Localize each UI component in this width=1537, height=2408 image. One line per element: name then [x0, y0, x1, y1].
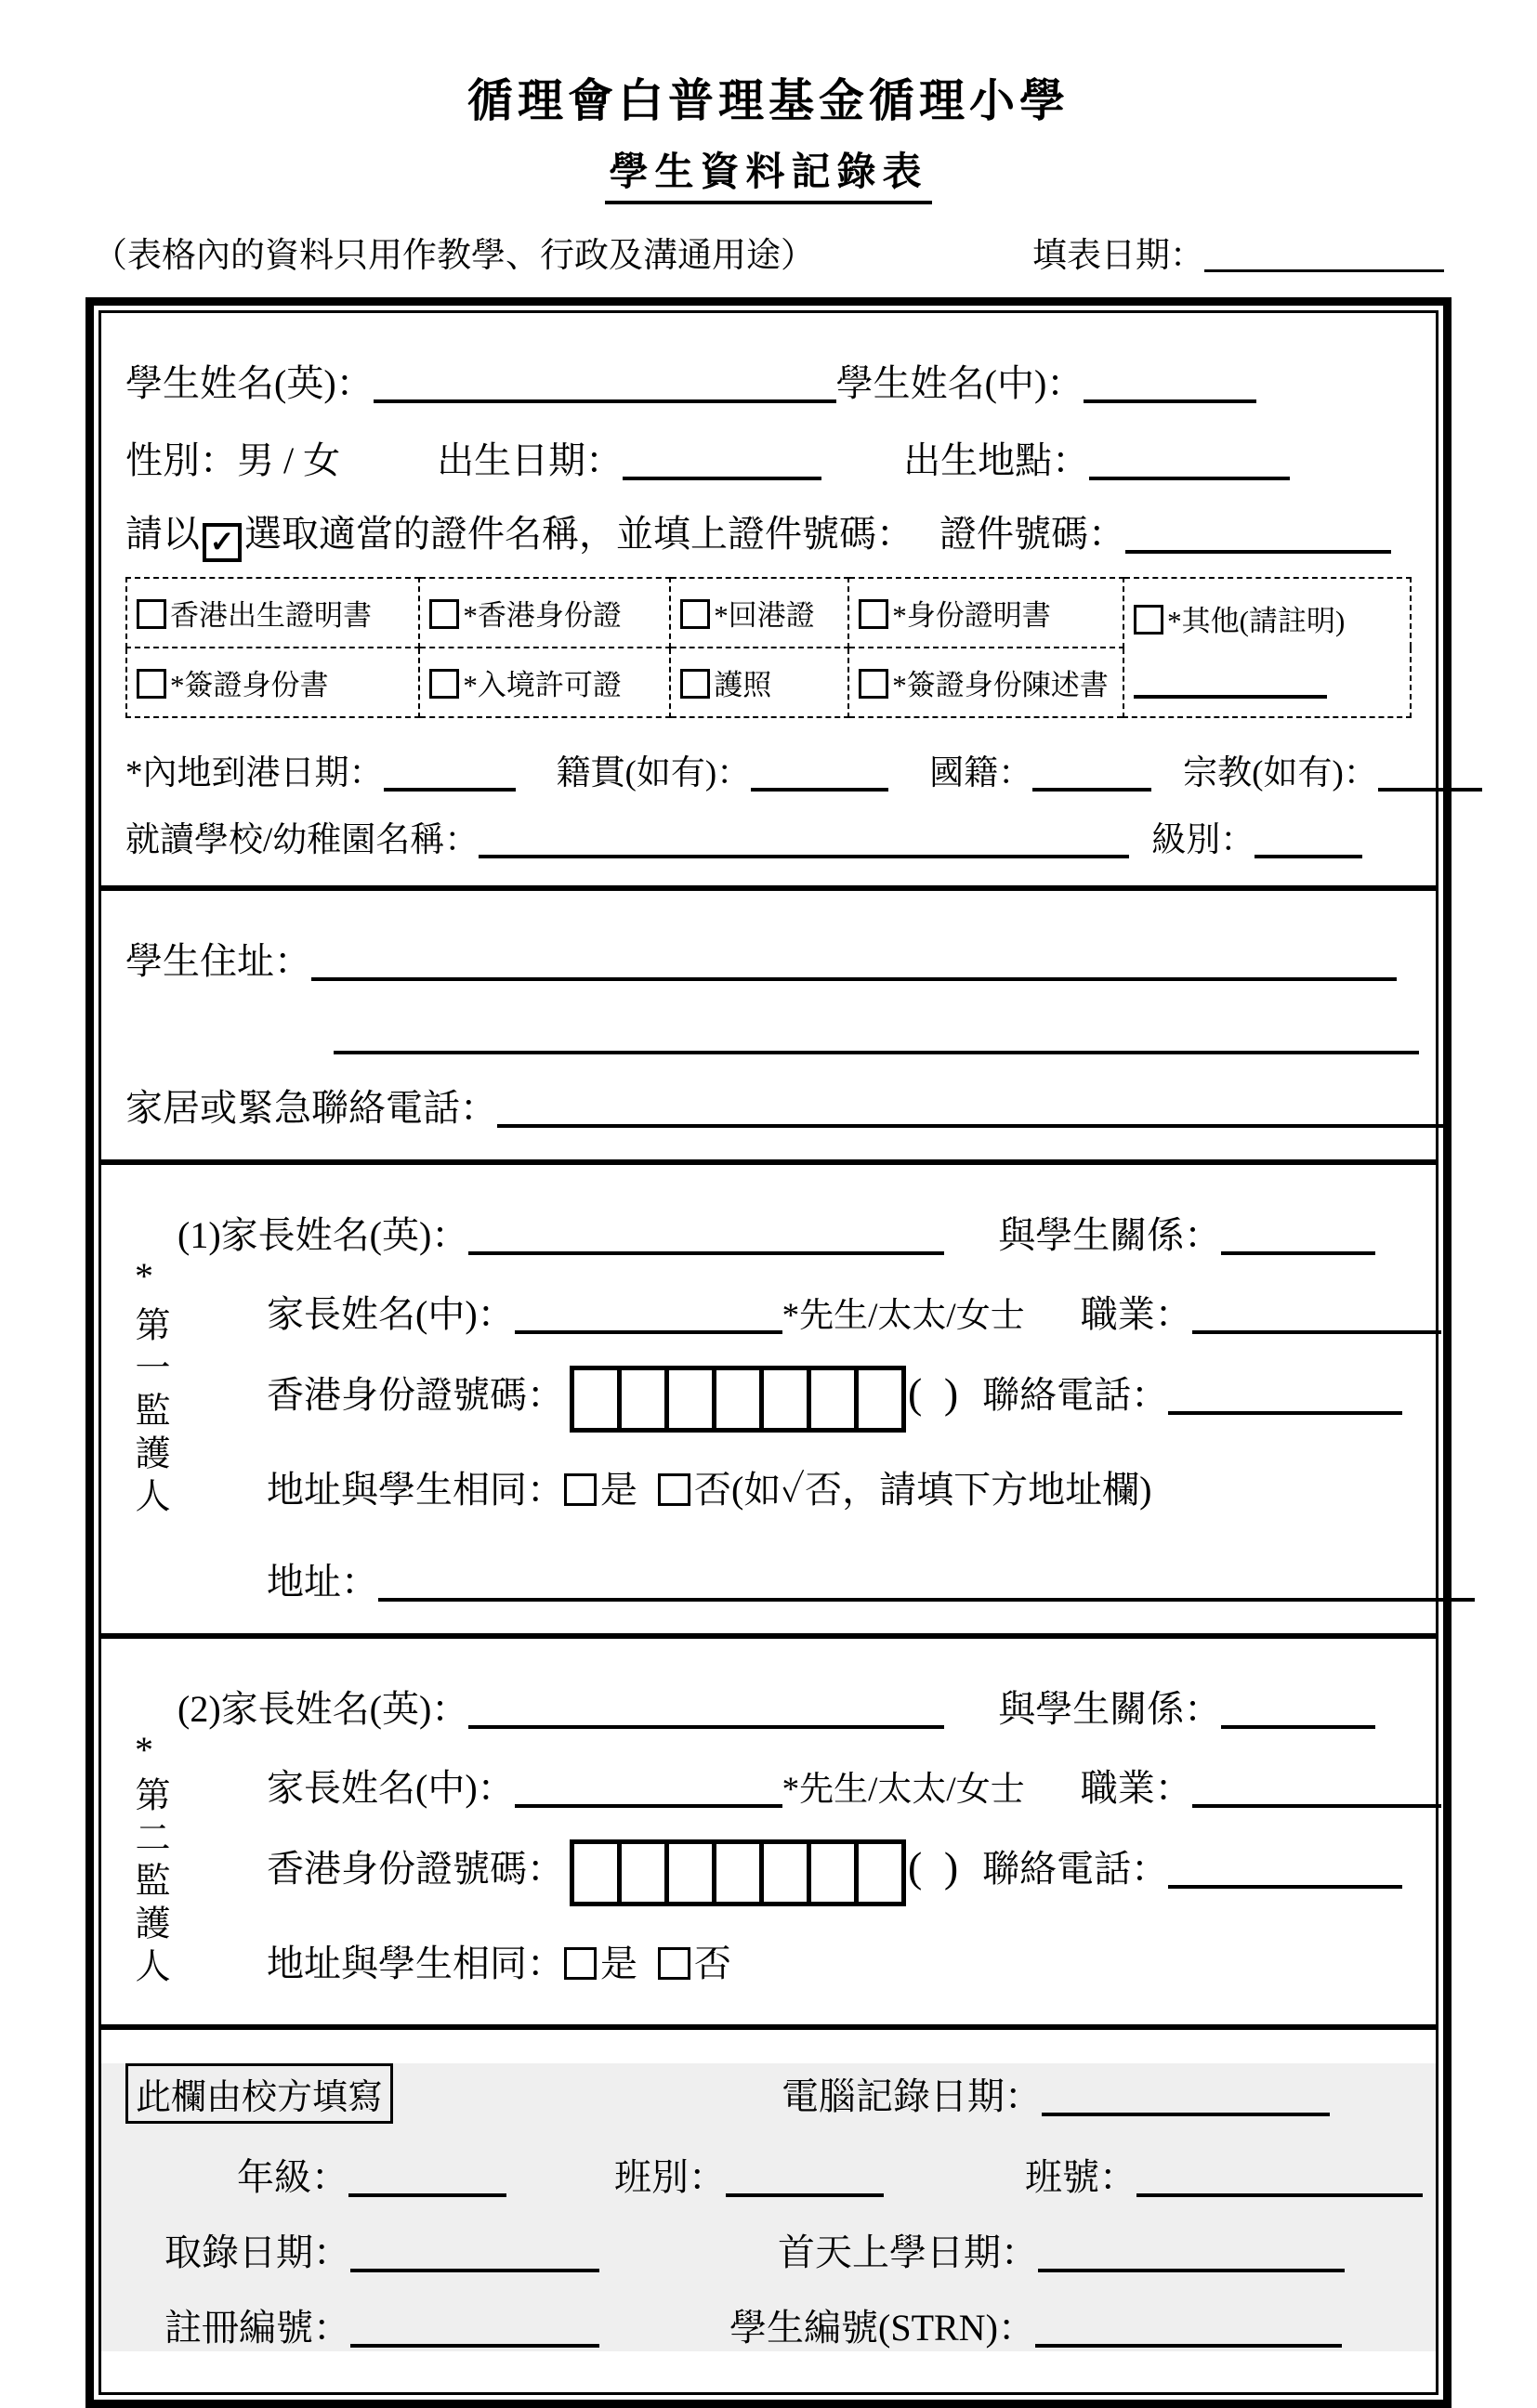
- checkbox-icon[interactable]: [658, 1947, 690, 1980]
- checkbox-icon[interactable]: [680, 669, 710, 699]
- doc-option-passport: [670, 648, 848, 717]
- guardian1-title-options: *先生/太太/女士: [782, 1297, 1025, 1335]
- doc-option-label: *簽證身份書: [170, 669, 329, 701]
- doc-option-doc-of-identity: [848, 578, 1123, 648]
- guardian2-checkdigit-paren: ( ): [908, 1843, 965, 1891]
- checkbox-icon[interactable]: [137, 669, 166, 699]
- checkbox-icon[interactable]: [658, 1473, 690, 1506]
- guardian2-phone-label: 聯絡電話：: [982, 1848, 1169, 1890]
- computer-date-label: 電腦記錄日期：: [782, 2075, 1043, 2117]
- section-guardian-2: [101, 1680, 1436, 2030]
- guardian2-hkid-boxes[interactable]: [570, 1839, 906, 1906]
- birthplace-blank[interactable]: [1089, 449, 1290, 480]
- id-number-blank[interactable]: [1125, 522, 1391, 554]
- doc-option-label: *香港身份證: [463, 599, 622, 632]
- checkbox-icon[interactable]: [429, 599, 459, 629]
- fill-date-field: [1032, 227, 1444, 277]
- guardian1-no-label: 否(如✓否，請填下方地址欄): [694, 1469, 1152, 1511]
- grade-label: 年級：: [237, 2156, 348, 2198]
- guardian2-yes-label: 是: [600, 1943, 637, 1984]
- strn-blank[interactable]: [1035, 2316, 1342, 2348]
- sex-label: 性別：男 / 女: [125, 439, 341, 481]
- dob-label: 出生日期：: [437, 439, 624, 481]
- doc-option-label: *入境許可證: [463, 669, 622, 701]
- doc-option-hkid: [419, 578, 670, 648]
- guardian2-name-en-blank[interactable]: [468, 1697, 944, 1729]
- reg-no-blank[interactable]: [350, 2316, 599, 2348]
- religion-blank[interactable]: [1378, 760, 1482, 792]
- doc-option-other: [1123, 578, 1411, 717]
- reg-no-label: 註冊編號：: [164, 2307, 350, 2349]
- checkbox-icon[interactable]: [564, 1473, 597, 1506]
- dob-blank[interactable]: [623, 449, 821, 480]
- guardian2-side-label: 第二監護人: [129, 1776, 168, 1990]
- doc-option-label: *回港證: [714, 599, 815, 632]
- guardian2-title-options: *先生/太太/女士: [782, 1771, 1025, 1809]
- student-name-en-blank[interactable]: [374, 372, 836, 403]
- guardian2-no-label: 否: [694, 1943, 731, 1984]
- school-name: 循理會白普理基金循理小學: [466, 75, 1070, 126]
- strn-label: 學生編號(STRN)：: [729, 2307, 1035, 2349]
- origin-label: 籍貫(如有)：: [556, 754, 752, 792]
- id-pick-prefix: 請以: [125, 513, 200, 555]
- guardian2-occupation-blank[interactable]: [1192, 1776, 1441, 1808]
- class-no-label: 班號：: [1025, 2156, 1136, 2198]
- computer-date-blank[interactable]: [1042, 2085, 1330, 2116]
- fill-date-blank[interactable]: [1204, 242, 1444, 272]
- checkbox-icon[interactable]: [859, 599, 888, 629]
- form-inner-border: [99, 310, 1438, 2395]
- guardian2-occupation-label: 職業：: [1080, 1767, 1192, 1809]
- guardian2-name-zh-label: 家長姓名(中)：: [267, 1767, 515, 1809]
- guardian2-asterisk: *: [135, 1729, 153, 1771]
- emergency-phone-blank[interactable]: [497, 1096, 1443, 1128]
- guardian1-relation-label: 與學生關係：: [998, 1214, 1222, 1256]
- religion-label: 宗教(如有)：: [1183, 754, 1378, 792]
- id-number-label: 證件號碼：: [939, 513, 1125, 555]
- guardian1-hkid-boxes[interactable]: [570, 1366, 906, 1433]
- guardian1-hkid-label: 香港身份證號碼：: [267, 1374, 564, 1416]
- guardian1-name-zh-label: 家長姓名(中)：: [267, 1293, 515, 1335]
- level-blank[interactable]: [1255, 827, 1362, 858]
- guardian1-occupation-label: 職業：: [1080, 1293, 1192, 1335]
- class-no-blank[interactable]: [1136, 2166, 1423, 2197]
- guardian1-address-label: 地址：: [267, 1561, 378, 1603]
- prev-school-label: 就讀學校/幼稚園名稱：: [125, 821, 479, 859]
- first-day-label: 首天上學日期：: [778, 2231, 1038, 2273]
- section-student-info: [101, 354, 1436, 891]
- guardian1-occupation-blank[interactable]: [1192, 1302, 1441, 1334]
- doc-option-birth-cert: [126, 578, 419, 648]
- guardian2-relation-blank[interactable]: [1221, 1697, 1375, 1729]
- grade-blank[interactable]: [348, 2166, 506, 2197]
- home-address-label: 學生住址：: [125, 940, 311, 982]
- prev-school-blank[interactable]: [479, 827, 1129, 858]
- nationality-blank[interactable]: [1032, 760, 1151, 792]
- guardian2-name-zh-blank[interactable]: [515, 1776, 782, 1808]
- form-title: 學生資料記錄表: [0, 141, 1537, 204]
- origin-blank[interactable]: [751, 760, 888, 792]
- guardian1-name-zh-blank[interactable]: [515, 1302, 782, 1334]
- guardian1-address-blank[interactable]: [378, 1570, 1475, 1602]
- guardian1-name-en-blank[interactable]: [468, 1224, 944, 1255]
- doc-option-label: *身份證明書: [892, 599, 1051, 632]
- checkbox-icon[interactable]: [680, 599, 710, 629]
- guardian1-phone-label: 聯絡電話：: [982, 1374, 1169, 1416]
- checkbox-icon[interactable]: [1134, 605, 1163, 635]
- guardian1-asterisk: *: [135, 1255, 153, 1297]
- class-label: 班別：: [614, 2156, 726, 2198]
- id-document-table: [125, 577, 1412, 718]
- arrival-date-blank[interactable]: [384, 760, 516, 792]
- guardian1-same-address-label: 地址與學生相同：: [267, 1469, 564, 1511]
- doc-option-label: 香港出生證明書: [170, 599, 372, 632]
- guardian2-hkid-label: 香港身份證號碼：: [267, 1848, 564, 1890]
- guardian1-relation-blank[interactable]: [1221, 1224, 1375, 1255]
- guardian1-checkdigit-paren: ( ): [908, 1369, 965, 1417]
- class-blank[interactable]: [726, 2166, 884, 2197]
- usage-note-row: [93, 227, 1444, 277]
- arrival-date-label: *內地到港日期：: [125, 754, 384, 792]
- other-doc-blank[interactable]: [1134, 667, 1327, 699]
- fill-date-label: 填表日期：: [1032, 237, 1204, 275]
- student-name-zh-label: 學生姓名(中)：: [835, 362, 1084, 404]
- doc-option-label: *簽證身份陳述書: [892, 669, 1109, 701]
- home-address-blank-1[interactable]: [311, 949, 1397, 981]
- checkbox-icon[interactable]: [429, 669, 459, 699]
- emergency-phone-label: 家居或緊急聯絡電話：: [125, 1087, 497, 1129]
- guardian2-name-en-label: (2)家長姓名(英)：: [177, 1688, 469, 1730]
- student-name-en-label: 學生姓名(英)：: [125, 362, 374, 404]
- guardian1-yes-label: 是: [600, 1469, 637, 1511]
- section-address: [101, 932, 1436, 1165]
- doc-option-entry-permit: [419, 648, 670, 717]
- student-name-zh-blank[interactable]: [1084, 372, 1256, 403]
- guardian1-name-en-label: (1)家長姓名(英)：: [177, 1214, 469, 1256]
- checkbox-icon[interactable]: [859, 669, 888, 699]
- id-pick-suffix: 選取適當的證件名稱，並填上證件號碼：: [244, 513, 913, 555]
- guardian1-side-label: 第一監護人: [129, 1306, 168, 1520]
- guardian2-phone-blank[interactable]: [1168, 1857, 1402, 1889]
- first-day-blank[interactable]: [1038, 2241, 1345, 2272]
- home-address-blank-2[interactable]: [334, 1023, 1419, 1054]
- checked-box-icon: ✓: [203, 523, 242, 562]
- guardian2-relation-label: 與學生關係：: [998, 1688, 1222, 1730]
- checkbox-icon[interactable]: [564, 1947, 597, 1980]
- doc-option-visa-statement: [848, 648, 1123, 717]
- birthplace-label: 出生地點：: [903, 439, 1090, 481]
- doc-option-visa-id: [126, 648, 419, 717]
- level-label: 級別：: [1151, 821, 1255, 859]
- checkbox-icon[interactable]: [137, 599, 166, 629]
- admission-date-blank[interactable]: [350, 2241, 599, 2272]
- doc-option-label: 護照: [714, 669, 772, 701]
- table-row: [126, 578, 1411, 648]
- admission-date-label: 取錄日期：: [164, 2231, 350, 2273]
- nationality-label: 國籍：: [929, 754, 1033, 792]
- section-guardian-1: [101, 1206, 1436, 1639]
- doc-option-reentry-permit: [670, 578, 848, 648]
- school-use-box-label: 此欄由校方填寫: [125, 2063, 393, 2124]
- section-school-use: [101, 2063, 1436, 2351]
- doc-option-label: *其他(請註明): [1167, 604, 1346, 637]
- form-outer-border: [85, 297, 1452, 2408]
- guardian2-same-address-label: 地址與學生相同：: [267, 1943, 564, 1984]
- guardian1-phone-blank[interactable]: [1168, 1383, 1402, 1415]
- usage-note: （表格內的資料只用作教學、行政及溝通用途）: [93, 237, 815, 275]
